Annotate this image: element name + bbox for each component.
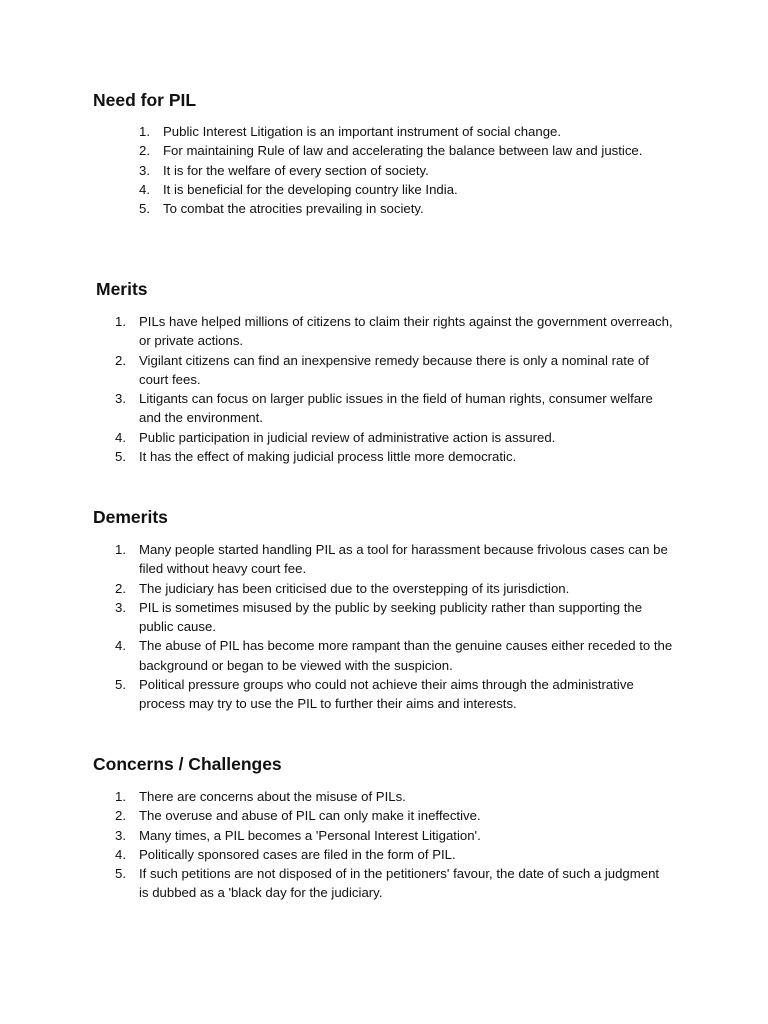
section-heading: Demerits bbox=[93, 507, 168, 527]
item-text: Public participation in judicial review of administrative action is assured. bbox=[139, 429, 556, 445]
section-heading: Need for PIL bbox=[93, 90, 197, 110]
item-number: 2. bbox=[139, 143, 150, 159]
item-text: It is beneficial for the developing country like India. bbox=[163, 181, 458, 197]
item-text: For maintaining Rule of law and accelerating the balance between law and justice. bbox=[163, 143, 643, 159]
item-number: 5. bbox=[115, 677, 126, 693]
item-text: Political pressure groups who could not achieve their aims through the administrative process may try to use the PIL to further their aims and interests. bbox=[139, 677, 634, 712]
item-number: 3. bbox=[115, 599, 126, 615]
item-text: The abuse of PIL has become more rampant than the genuine causes either receded to the background or began to be viewed with the suspicion. bbox=[139, 638, 673, 673]
item-number: 2. bbox=[115, 580, 126, 596]
item-text: There are concerns about the misuse of PILs. bbox=[139, 789, 406, 804]
numbered-list bbox=[115, 540, 674, 714]
list-item bbox=[115, 428, 674, 447]
list-item bbox=[139, 141, 643, 160]
item-number: 5. bbox=[139, 201, 150, 217]
list-item bbox=[115, 864, 664, 903]
list-item bbox=[115, 579, 674, 598]
numbered-list bbox=[115, 787, 664, 903]
list-item bbox=[115, 447, 674, 466]
item-text: To combat the atrocities prevailing in society. bbox=[163, 201, 424, 217]
list-item bbox=[139, 161, 643, 180]
item-number: 3. bbox=[139, 162, 150, 178]
item-number: 4. bbox=[115, 638, 126, 654]
item-text: PILs have helped millions of citizens to claim their rights against the government overreach, or private actions. bbox=[139, 314, 673, 349]
list-item bbox=[115, 675, 674, 714]
item-text: Many times, a PIL becomes a 'Personal Interest Litigation'. bbox=[139, 827, 481, 843]
list-item bbox=[115, 540, 674, 579]
item-text: The overuse and abuse of PIL can only make it ineffective. bbox=[139, 808, 481, 824]
numbered-list bbox=[139, 122, 643, 218]
section-heading: Merits bbox=[96, 279, 148, 299]
item-text: It is for the welfare of every section of society. bbox=[163, 162, 429, 178]
item-text: If such petitions are not disposed of in the petitioners' favour, the date of such a judgment is dubbed as a 'black day for the judiciary. bbox=[139, 866, 660, 901]
list-item bbox=[139, 122, 643, 141]
list-item bbox=[115, 351, 674, 390]
list-item bbox=[139, 199, 643, 218]
item-number: 1. bbox=[115, 542, 126, 557]
item-text: PIL is sometimes misused by the public by seeking publicity rather than supporting the public cause. bbox=[139, 599, 643, 635]
list-item bbox=[139, 180, 643, 199]
item-text: The judiciary has been criticised due to the overstepping of its jurisdiction. bbox=[139, 580, 570, 596]
item-number: 5. bbox=[115, 449, 126, 465]
list-item bbox=[115, 312, 674, 351]
list-item bbox=[115, 845, 664, 864]
list-item bbox=[115, 389, 674, 428]
section-heading: Concerns / Challenges bbox=[93, 754, 282, 774]
item-text: Litigants can focus on larger public issues in the field of human rights, consumer welfare and the environment. bbox=[139, 391, 653, 426]
list-item bbox=[115, 598, 674, 637]
item-number: 3. bbox=[115, 391, 126, 407]
item-number: 2. bbox=[115, 808, 126, 824]
item-number: 4. bbox=[115, 846, 126, 862]
list-item bbox=[115, 806, 664, 825]
item-number: 2. bbox=[115, 352, 126, 368]
item-number: 3. bbox=[115, 827, 126, 843]
item-text: Vigilant citizens can find an inexpensive remedy because there is only a nominal rate of court fees. bbox=[139, 352, 649, 387]
item-number: 4. bbox=[115, 429, 126, 445]
item-text: It has the effect of making judicial process little more democratic. bbox=[139, 449, 517, 465]
item-number: 1. bbox=[115, 314, 126, 329]
list-item bbox=[115, 636, 674, 675]
item-text: Politically sponsored cases are filed in the form of PIL. bbox=[139, 846, 456, 862]
list-item bbox=[115, 787, 664, 806]
item-number: 4. bbox=[139, 181, 150, 197]
item-number: 1. bbox=[139, 124, 150, 139]
numbered-list bbox=[115, 312, 674, 466]
item-text: Many people started handling PIL as a tool for harassment because frivolous cases can be filed without heavy court fee. bbox=[139, 542, 668, 577]
item-text: Public Interest Litigation is an important instrument of social change. bbox=[163, 124, 562, 139]
list-item bbox=[115, 826, 664, 845]
item-number: 5. bbox=[115, 866, 126, 882]
item-number: 1. bbox=[115, 789, 126, 804]
